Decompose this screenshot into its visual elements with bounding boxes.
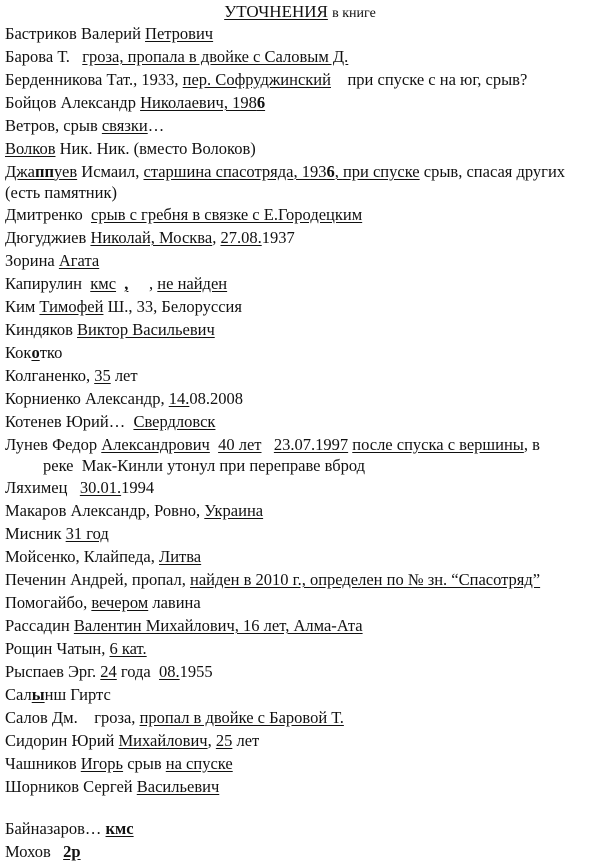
- entry-barova: Барова Т. гроза, пропала в двойке с Саловым Д.: [5, 47, 349, 66]
- entry-chashnikov: Чашников Игорь срыв на спуске: [5, 754, 233, 773]
- entry-bastrikov: Бастриков Валерий Петрович: [5, 24, 214, 43]
- section-gap: [5, 798, 600, 817]
- entry-volkov: Волков Ник. Ник. (вместо Волоков): [5, 139, 256, 158]
- entries-list: [5, 22, 600, 863]
- entry-kim: Ким Тимофей Ш., 33, Белоруссия: [5, 297, 242, 316]
- entry-rassadin: Рассадин Валентин Михайлович, 16 лет, Алма-Ата: [5, 616, 363, 635]
- entry-kotenev: Котенев Юрий… Свердловск: [5, 412, 216, 431]
- title-main: УТОЧНЕНИЯ: [224, 2, 328, 21]
- entry-lyakhimets: Ляхимец 30.01.1994: [5, 478, 155, 497]
- entry-lunev-cont: реке Мак-Кинли утонул при переправе вброд: [43, 456, 366, 475]
- entry-pomogaibo: Помогайбо, вечером лавина: [5, 593, 201, 612]
- page-title: [0, 2, 600, 24]
- title-sub: в книге: [332, 6, 376, 21]
- entry-kokotko: Кокотко: [5, 343, 63, 362]
- entry-berdennikova: Берденникова Тат., 1933, пер. Софруджинский при спуске с на юг, срыв?: [5, 70, 528, 89]
- entry-roshchin: Рощин Чатын, 6 кат.: [5, 639, 147, 658]
- entry-vetrov: Ветров, срыв связки…: [5, 116, 165, 135]
- entry-boitsov: Бойцов Александр Николаевич, 1986: [5, 93, 266, 112]
- entry-ryspaev: Рыспаев Эрг. 24 года 08.1955: [5, 662, 213, 681]
- entry-pechenin: Печенин Андрей, пропал, найден в 2010 г., определен по № зн. “Спасотряд”: [5, 570, 541, 589]
- entry-dyugudzhiev: Дюгуджиев Николай, Москва, 27.08.1937: [5, 228, 295, 247]
- entry-dmitrenko: Дмитренко срыв с гребня в связке с Е.Городецким: [5, 205, 363, 224]
- entry-moisenko: Мойсенко, Клайпеда, Литва: [5, 547, 202, 566]
- entry-zorina: Зорина Агата: [5, 251, 100, 270]
- entry-kapirulin: Капирулин кмс , , не найден: [5, 274, 228, 293]
- entry-shornikov: Шорников Сергей Васильевич: [5, 777, 220, 796]
- entry-salov: Салов Дм. гроза, пропал в двойке с Баровой Т.: [5, 708, 344, 727]
- entry-kolganenko: Колганенко, 35 лет: [5, 366, 138, 385]
- entry-dzhappuev-cont: (есть памятник): [5, 183, 117, 202]
- entry-kindyakov: Киндяков Виктор Васильевич: [5, 320, 215, 339]
- footer-mokhov: Мохов 2р: [5, 842, 81, 861]
- entry-kornienko: Корниенко Александр, 14.08.2008: [5, 389, 243, 408]
- entry-salynsh: Салынш Гиртс: [5, 685, 111, 704]
- entry-lunev: Лунев Федор Александрович 40 лет 23.07.1997 после спуска с вершины, в: [5, 435, 540, 454]
- entry-misnik: Мисник 31 год: [5, 524, 109, 543]
- footer-bainazarov: Байназаров… кмс: [5, 819, 134, 838]
- entry-makarov: Макаров Александр, Ровно, Украина: [5, 501, 264, 520]
- entry-sidorin: Сидорин Юрий Михайлович, 25 лет: [5, 731, 260, 750]
- entry-dzhappuev: Джаппуев Исмаил, старшина спасотряда, 1936, при спуске срыв, спасая других: [5, 162, 566, 181]
